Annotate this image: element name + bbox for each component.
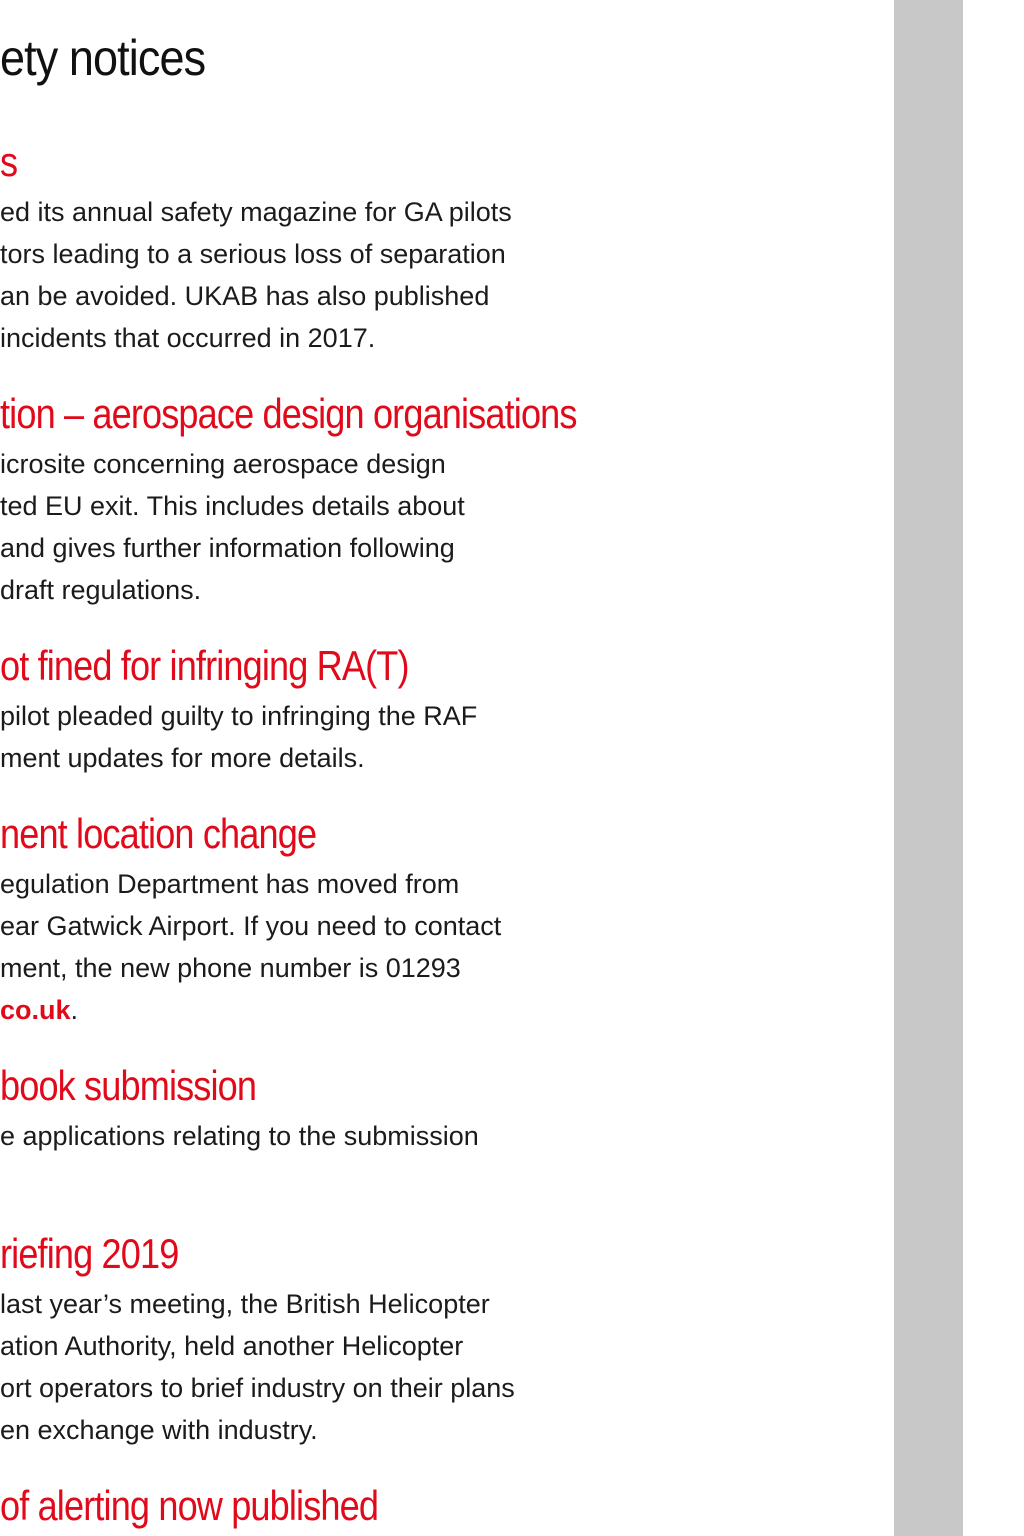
- section-heading: book submission: [0, 1062, 257, 1109]
- section-heading: riefing 2019: [0, 1230, 179, 1277]
- body-line: ment updates for more details.: [0, 743, 365, 773]
- section-body: [0, 191, 570, 359]
- section-heading: of alerting now published: [0, 1482, 379, 1529]
- section-body: [0, 443, 570, 611]
- body-line: ear Gatwick Airport. If you need to contact: [0, 911, 502, 941]
- body-line: tors leading to a serious loss of separation: [0, 239, 506, 269]
- body-line: ation Authority, held another Helicopter: [0, 1331, 464, 1361]
- section-heading: tion – aerospace design organisations: [0, 390, 577, 437]
- body-text-period: .: [70, 995, 79, 1025]
- body-line: icrosite concerning aerospace design: [0, 449, 446, 479]
- section-body: [0, 695, 570, 779]
- body-line: ort operators to brief industry on their plans: [0, 1373, 515, 1403]
- section-body: [0, 1115, 570, 1157]
- body-line: draft regulations.: [0, 575, 202, 605]
- body-line: ed its annual safety magazine for GA pilots: [0, 197, 512, 227]
- body-line: e applications relating to the submission: [0, 1121, 479, 1151]
- section-heading: nent location change: [0, 810, 317, 857]
- body-line: en exchange with industry.: [0, 1415, 318, 1445]
- body-line: an be avoided. UKAB has also published: [0, 281, 490, 311]
- body-line: ted EU exit. This includes details about: [0, 491, 465, 521]
- section-body: [0, 1283, 570, 1451]
- body-line: last year’s meeting, the British Helicopter: [0, 1289, 490, 1319]
- section-heading: s: [0, 138, 18, 185]
- email-link[interactable]: co.uk: [0, 995, 71, 1025]
- section-body: [0, 863, 570, 1031]
- body-line: [0, 989, 570, 1031]
- body-line: egulation Department has moved from: [0, 869, 460, 899]
- side-panel: [894, 0, 963, 1536]
- body-line: ment, the new phone number is 01293: [0, 953, 461, 983]
- section-heading: ot fined for infringing RA(T): [0, 642, 409, 689]
- body-line: and gives further information following: [0, 533, 455, 563]
- body-line: incidents that occurred in 2017.: [0, 323, 376, 353]
- body-line: pilot pleaded guilty to infringing the RAF: [0, 701, 478, 731]
- page-title: ety notices: [0, 30, 206, 86]
